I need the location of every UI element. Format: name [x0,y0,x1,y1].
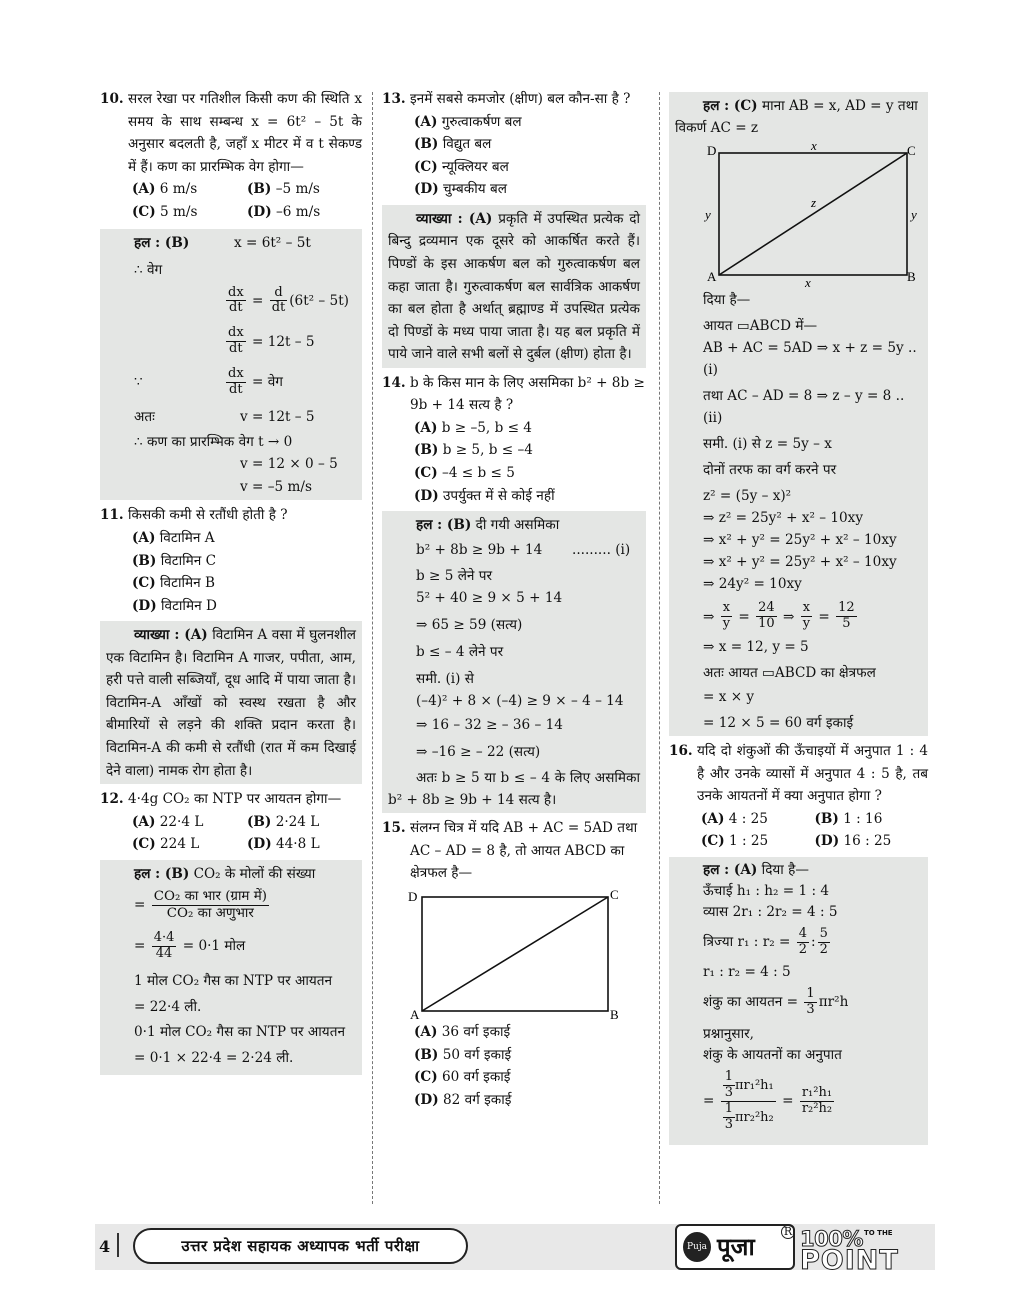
option-text: –4 ≤ b ≤ 5 [442,465,515,481]
solution-line: v = 12t – 5 [240,409,315,426]
fraction-denominator: dt [229,382,243,398]
tagline-percent: 100% [800,1227,863,1251]
fraction-numerator: dx [228,284,244,300]
option-text: 16 : 25 [843,833,892,850]
vertex-label-d: D [707,143,717,159]
fraction-numerator: dx [228,366,244,382]
question-text: संलग्न चित्र में यदि AB + AC = 5AD तथा AC – AD = 8 है, तो आयत ABCD का क्षेत्रफल है— [410,820,638,882]
option-text: 5 m/s [160,203,198,220]
solution-heading: हल : (A) [703,861,758,878]
option-label: (C) [132,203,156,220]
options [382,417,646,507]
equals-sign: = [134,938,146,955]
question-12 [100,788,362,1075]
option-text: विद्युत बल [442,136,492,153]
option-text: –6 m/s [275,203,321,220]
solution-line: दी गयी असमिका [475,517,560,534]
solution-box [100,621,362,784]
solution-line: (–4)² + 8 × (–4) ≥ 9 × – 4 – 14 [416,693,624,710]
rectangle-shape [422,897,608,1011]
fraction-numerator: 4 [798,926,807,942]
solution-heading: हल : (B) [416,517,472,534]
solution-line: माना AB = x, AD = y तथा विकर्ण AC = z [675,98,918,137]
option-label: (A) [414,113,438,130]
question-text: यदि दो शंकुओं की ऊँचाइयों में अनुपात 1 : 4 है और उनके व्यासों में अनुपात 4 : 5 है, तब उनके आयतनों में क्या अनुपात होगा ? [697,743,928,805]
question-number: 10. [100,91,124,107]
fraction-denominator: dt [229,341,243,357]
option-text: 50 वर्ग इकाई [442,1046,512,1063]
footer-divider [117,1233,119,1257]
tagline-small: TO THE [864,1229,893,1237]
diagonal-label: z [811,195,817,211]
option-label: (D) [132,597,157,614]
side-label-right: y [911,207,917,223]
solution-line: (6t² – 5t) [289,292,349,309]
solution-line: ⇒ x² + y² = 25y² + x² – 10xy [703,532,897,549]
equation-tag: ......... (i) [572,542,631,559]
question-13 [382,88,646,368]
question-text: b के किस मान के लिए असमिका b² + 8b ≥ 9b + 14 सत्य है ? [410,374,645,414]
option-label: (B) [414,136,439,153]
logo-text: पूजा [717,1232,755,1261]
option-text: विटामिन B [160,575,215,592]
option-text: 44·8 L [275,836,320,853]
solution-line: z² = (5y – x)² [703,488,792,505]
fraction-numerator: 24 [758,600,775,616]
options [100,178,362,223]
option-text: b ≥ –5, b ≤ 4 [441,419,532,436]
fraction-denominator: y [802,616,811,632]
solution-line: दोनों तरफ का वर्ग करने पर [703,462,837,479]
options [100,811,362,856]
solution-line: ⇒ x² + y² = 25y² + x² – 10xy [703,554,897,571]
solution-box [382,205,646,368]
question-11 [100,504,362,784]
solution-heading: हल : (B) [134,865,190,882]
solution-line: समी. (i) से [416,671,474,688]
registered-mark: R [781,1225,795,1239]
column-divider-2 [659,92,660,1204]
fraction-numerator: CO₂ का भार (ग्राम में) [153,889,267,905]
rectangle-figure [382,887,622,1023]
option-text: विटामिन C [160,552,217,569]
fraction-denominator: 2 [819,942,828,958]
fraction-denominator: dt [271,300,286,316]
solution-heading: व्याख्या : (A) [416,210,493,227]
fraction-denominator: 2 [798,942,807,958]
option-label: (D) [414,487,439,504]
solution-line: 5² + 40 ≥ 9 × 5 + 14 [416,590,563,607]
solution-line: = 22·4 ली. [134,998,202,1015]
question-15 [382,817,646,1111]
rectangle-shape [719,153,907,275]
solution-line: व्यास 2r₁ : 2r₂ = 4 : 5 [703,904,838,921]
solution-line: ⇒ 65 ≥ 59 (सत्य) [416,617,523,634]
solution-line: = 0·1 मोल [182,938,246,955]
question-10 [100,88,362,500]
vertex-label-a: A [410,1007,420,1022]
option-text: न्यूक्लियर बल [442,158,509,175]
option-text: 60 वर्ग इकाई [442,1069,511,1086]
options [382,111,646,201]
solution-line: ⇒ z² = 25y² + x² – 10xy [703,510,864,527]
vertex-label-d: D [408,889,418,904]
options [382,1021,646,1111]
solution-line: अतः [134,409,155,426]
option-text: –5 m/s [275,181,320,198]
option-label: (A) [701,810,725,827]
logo-emblem: Puja [683,1232,711,1262]
solution-line: v = –5 m/s [240,478,312,495]
option-label: (C) [132,575,156,592]
fraction-term: πr₁²h₁ [735,1078,774,1094]
vertex-label-c: C [610,887,619,902]
solution-line: शंकु के आयतनों का अनुपात [703,1047,842,1064]
solution-line: CO₂ के मोलों की संख्या [193,865,316,882]
vertex-label-b: B [907,269,916,285]
option-text: गुरुत्वाकर्षण बल [441,113,522,130]
solution-line: = 0·1 × 22·4 = 2·24 ली. [134,1049,294,1066]
equals-sign: = [134,897,146,913]
vertex-label-c: C [907,143,916,159]
solution-box [382,511,646,813]
option-label: (A) [132,181,156,198]
solution-line: v = 12 × 0 – 5 [240,456,338,473]
option-label: (A) [414,419,438,436]
option-text: 1 : 25 [729,833,769,850]
solution-line: b ≤ – 4 लेने पर [416,644,504,661]
fraction-numerator: x [721,601,732,617]
column-3 [669,88,928,1149]
option-label: (B) [247,181,272,198]
option-label: (C) [701,833,725,850]
fraction-denominator: CO₂ का अणुभार [166,905,254,921]
because-symbol: ∵ [134,374,143,391]
option-label: (D) [414,1091,439,1108]
question-number: 13. [382,91,406,107]
fraction-numerator: 4·4 [153,930,175,946]
solution-line: b ≥ 5 लेने पर [416,568,493,585]
fraction-denominator: 3 [724,1085,733,1101]
solution-line: 0·1 मोल CO₂ गैस का NTP पर आयतन [134,1024,345,1041]
vertex-label-b: B [610,1007,619,1022]
question-number: 11. [100,507,124,524]
solution-line: = 12 × 5 = 60 वर्ग इकाई [703,715,854,732]
solution-line: प्रश्नानुसार, [703,1025,755,1042]
solution-line: दिया है— [761,861,809,878]
fraction-denominator: 3 [724,1116,733,1132]
column-2 [382,88,646,1111]
option-label: (C) [132,836,156,853]
option-text: b ≥ 5, b ≤ –4 [442,442,533,459]
fraction-term: πr₂²h₂ [735,1109,774,1125]
solution-line: ⇒ x = 12, y = 5 [703,639,809,656]
option-text: विटामिन A [159,529,215,546]
publisher-logo [675,1224,795,1270]
fraction-denominator: 44 [155,946,173,962]
solution-line: b² + 8b ≥ 9b + 14 [416,542,543,559]
option-text: चुम्बकीय बल [442,181,507,198]
option-text: 2·24 L [275,813,320,830]
option-label: (B) [414,1046,439,1063]
option-label: (D) [247,836,272,853]
option-label: (D) [414,181,439,198]
solution-line: r₁ : r₂ = 4 : 5 [703,964,791,981]
fraction-denominator: r₂²h₂ [801,1100,833,1116]
exam-title-banner: उत्तर प्रदेश सहायक अध्यापक भर्ती परीक्षा [133,1228,468,1264]
fraction-numerator: 5 [819,926,828,942]
option-text: उपर्युक्त में से कोई नहीं [442,487,555,504]
solution-heading: हल : (C) [703,98,758,114]
option-label: (C) [414,158,438,175]
option-text: 36 वर्ग इकाई [441,1024,511,1040]
column-divider-1 [372,92,373,1204]
solution-line: त्रिज्या r₁ : r₂ = [703,934,791,951]
question-text: सरल रेखा पर गतिशील किसी कण की स्थिति x समय के साथ सम्बन्ध x = 6t² – 5t के अनुसार बदलती है, जहाँ x मीटर में व t सेकण्ड में हैं। कण का प्रारम्भिक वेग होगा— [128,91,362,175]
options [669,808,928,853]
solution-box: हल : (C) माना AB = x, AD = y तथा विकर्ण AC = z D C A B x x y y z दिया है— आयत ▭ABCD में— AB + AC = 5AD ⇒ x + z = 5y ..(i) तथा AC – AD = 8 ⇒ z – y = 8 ..(ii) समी. (i) से z = 5y – x दोनों तरफ का वर्ग करने पर z² = (5y – x)² ⇒ z² = 25y² + x² – 10xy ⇒ x² + y² = 25y² + x² – 10xy ⇒ x² + y² = 25y² + x² – 10xy ⇒ 24y² = 10xy ⇒ $\frac{x}{y}$ = $\frac{24}{10}$ ⇒ $\frac{x}{y}$ = $\frac{12}{5}$ ⇒ x = 12, y = 5 अतः आयत ▭ABCD का क्षेत्रफल = x × y = 12 × 5 = 60 वर्ग इकाई [669,92,928,736]
option-label: (D) [814,833,840,850]
question-16 [669,740,928,1145]
solution-line: ऊँचाई h₁ : h₂ = 1 : 4 [703,883,830,900]
tagline-logo [800,1224,935,1276]
fraction-numerator: x [801,601,812,617]
question-text: किसकी कमी से रतौंधी होती है ? [128,507,288,524]
solution-line: तथा AC – AD = 8 ⇒ z – y = 8 ..(ii) [703,388,905,427]
labeled-rectangle-figure [675,141,925,287]
solution-line: अतः b ≥ 5 या b ≤ – 4 के लिए असमिका b² + 8b ≥ 9b + 14 सत्य है। [388,770,640,809]
question-number: 14. [382,374,406,391]
option-label: (A) [132,529,156,546]
fraction-numerator: d [270,286,288,302]
solution-box [100,860,362,1076]
fraction-denominator: dt [229,300,243,316]
solution-text: विटामिन A वसा में घुलनशील एक विटामिन है। विटामिन A गाजर, पपीता, आम, हरी पत्ते वाली सब्जियाँ, दूध आदि में पाया जाता है। विटामिन-A आँखों को स्वस्थ रखता है और बीमारियों से लड़ने की शक्ति प्रदान करता है। विटामिन-A की कमी से रतौंधी (रात में कम दिखाई देने वाला) नामक रोग होता है। [106,627,356,779]
page-number: 4 [99,1237,111,1256]
fraction-numerator: dx [228,325,244,341]
fraction-numerator: 1 [806,986,815,1002]
solution-line: ∴ वेग [134,261,163,278]
fraction-denominator: 5 [842,616,851,632]
page-footer [95,1224,935,1276]
solution-line: शंकु का आयतन = [703,994,799,1011]
question-text: 4·4g CO₂ का NTP पर आयतन होगा— [128,791,342,808]
side-label-top: x [811,141,817,154]
solution-line: समी. (i) से z = 5y – x [703,436,832,453]
fraction-numerator: 12 [838,600,855,616]
option-text: 224 L [160,836,200,853]
column-1 [100,88,362,1079]
fraction-numerator: 1 [724,1069,733,1085]
solution-line: = 12t – 5 [251,333,315,350]
option-label: (A) [414,1024,438,1040]
solution-line: अतः आयत ▭ABCD का क्षेत्रफल [703,665,876,682]
solution-line: = x × y [703,689,755,706]
option-label: (C) [414,1069,438,1086]
side-label-left: y [705,207,711,223]
solution-text: प्रकृति में उपस्थित प्रत्येक दो बिन्दु द्रव्यमान एक दूसरे को आकर्षित करते हैं। पिण्डों के इस आकर्षण बल को गुरुत्वाकर्षण बल कहा जाता है। गुरुत्वाकर्षण बल सार्वत्रिक आकर्षण का बल होता है अर्थात् ब्रह्माण्ड में उपस्थित प्रत्येक दो पिण्डों के मध्य पाया जाता है। यह बल प्रकृति में पाये जाने वाले सभी बलों से दुर्बल (क्षीण) होता है। [388,210,640,363]
options [100,527,362,617]
solution-line: ⇒ 16 – 32 ≥ – 36 – 14 [416,717,563,734]
question-14 [382,372,646,814]
option-label: (A) [132,813,156,830]
solution-line: AB + AC = 5AD ⇒ x + z = 5y ..(i) [703,340,917,379]
solution-line: x = 6t² – 5t [234,235,311,252]
solution-box: हल : (A) दिया है— ऊँचाई h₁ : h₂ = 1 : 4 व्यास 2r₁ : 2r₂ = 4 : 5 त्रिज्या r₁ : r₂ = $\frac{4}{2}$ : $\frac{5}{2}$ r₁ : r₂ = 4 : 5 शंकु का आयतन = $\frac{1}{3}$ πr²h प्रश्नानुसार, शंकु के आयतनों का अनुपात = $\frac{1}{3}$ πr₁²h₁ $\frac{1}{3}$ πr₂²h₂ = $\frac{\text{r₁²h₁}}{\text{r₂²h₂}}$ [669,857,928,1145]
option-text: विटामिन D [160,597,217,614]
option-label: (C) [414,465,438,481]
option-label: (B) [414,442,439,459]
tagline-point: POINT [800,1245,899,1276]
ratio-colon: : [810,934,816,951]
solution-line: 1 मोल CO₂ गैस का NTP पर आयतन [134,973,333,990]
solution-line: ⇒ –16 ≥ – 22 (सत्य) [416,744,541,761]
fraction-denominator: 10 [758,616,775,632]
option-text: 82 वर्ग इकाई [442,1091,512,1108]
option-text: 22·4 L [159,813,204,830]
solution-line: ⇒ 24y² = 10xy [703,576,802,593]
vertex-label-a: A [707,269,717,285]
option-label: (B) [247,813,272,830]
question-number: 16. [669,743,693,760]
option-text: 4 : 25 [728,810,768,827]
fraction-numerator: r₁²h₁ [801,1085,833,1101]
solution-line: दिया है— [703,292,751,309]
solution-line: ∴ कण का प्रारम्भिक वेग t → 0 [134,433,293,450]
solution-line: आयत ▭ABCD में— [703,318,818,335]
solution-line: = वेग [251,374,283,391]
option-text: 1 : 16 [843,810,883,827]
option-label: (D) [247,203,272,220]
question-number: 15. [382,820,406,837]
side-label-bottom: x [805,275,811,288]
fraction-numerator: 1 [724,1100,733,1116]
option-text: 6 m/s [159,181,198,198]
fraction-denominator: y [722,616,731,632]
solution-line: πr²h [818,994,849,1011]
option-label: (B) [132,552,157,569]
option-label: (B) [814,810,839,827]
solution-heading: व्याख्या : (A) [134,627,208,644]
question-text: इनमें सबसे कमजोर (क्षीण) बल कौन-सा है ? [410,91,631,107]
solution-heading: हल : (B) [134,235,190,252]
question-number: 12. [100,791,124,808]
solution-box: हल : (B) x = 6t² – 5t ∴ वेग $\frac{dx}{dt}$ = $\frac{d}{dt}$ (6t² – 5t) $\frac{dx}{dt}$ = 12t – 5 ∵ $\frac{dx}{dt}$ = वेग अतः v = 12t – 5 ∴ कण का प्रारम्भिक वेग t → 0 v = 12 × 0 – 5 v = –5 m/s [100,229,362,500]
fraction-denominator: 3 [806,1002,815,1018]
